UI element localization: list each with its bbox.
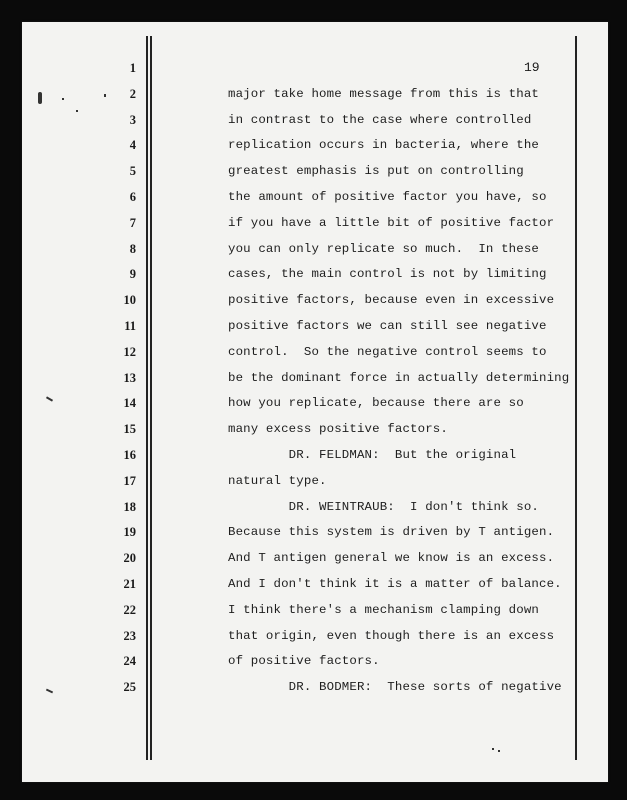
line-number: 8 [129, 241, 136, 256]
line-number: 23 [123, 628, 136, 643]
line-number: 24 [123, 654, 136, 669]
transcript-line: replication occurs in bacteria, where the [228, 138, 540, 153]
line-number: 16 [123, 448, 136, 462]
transcript-line: DR. FELDMAN: But the original [228, 448, 517, 462]
line-number: 10 [123, 293, 136, 308]
left-margin-rule-outer [146, 36, 148, 760]
transcript-line: positive factors, because even in excessive [228, 293, 555, 308]
left-margin-rule-inner [150, 36, 152, 760]
scan-speck [38, 92, 42, 104]
transcript-line: I think there's a mechanism clamping down [228, 602, 540, 617]
scan-speck [62, 98, 64, 100]
line-number: 17 [123, 473, 136, 488]
transcript-line: in contrast to the case where controlled [228, 112, 532, 127]
line-number: 12 [123, 344, 136, 359]
line-number: 1 [129, 61, 136, 75]
transcript-line: DR. WEINTRAUB: I don't think so. [228, 499, 540, 514]
page-number: 19 [524, 60, 540, 75]
transcript-line: And I don't think it is a matter of balance. [228, 577, 562, 591]
line-number: 2 [129, 86, 136, 101]
line-number: 14 [123, 396, 136, 411]
transcript-line: if you have a little bit of positive factor [228, 215, 555, 230]
line-number: 7 [129, 215, 136, 230]
transcript-line: major take home message from this is that [228, 86, 540, 101]
transcript-line: And T antigen general we know is an excess. [228, 551, 555, 566]
line-number: 13 [123, 370, 136, 385]
right-margin-rule [575, 36, 577, 760]
line-number: 15 [123, 422, 136, 437]
line-number: 9 [129, 267, 136, 282]
transcript-line: natural type. [228, 473, 327, 488]
line-number: 19 [123, 525, 136, 540]
transcript-line: positive factors we can still see negative [228, 319, 547, 333]
line-number: 11 [124, 319, 136, 333]
line-number: 18 [123, 499, 136, 514]
transcript-line: the amount of positive factor you have, so [228, 190, 547, 204]
line-number: 3 [129, 112, 136, 127]
transcript-line: you can only replicate so much. In these [228, 241, 540, 256]
transcript-line: how you replicate, because there are so [228, 396, 524, 411]
line-number: 25 [123, 680, 136, 695]
transcript-line: cases, the main control is not by limiting [228, 267, 547, 282]
transcript-line: of positive factors. [228, 654, 380, 669]
transcript-line: greatest emphasis is put on controlling [228, 164, 524, 179]
line-number: 22 [123, 602, 136, 617]
scan-speck [498, 750, 500, 752]
scan-speck [46, 689, 53, 694]
transcript-line: Because this system is driven by T antigen. [228, 525, 555, 540]
line-number: 5 [129, 164, 136, 179]
transcript-line: many excess positive factors. [228, 422, 448, 437]
scan-speck [76, 110, 78, 112]
transcript-page [22, 22, 608, 782]
transcript-line: control. So the negative control seems to [228, 344, 547, 359]
transcript-line: be the dominant force in actually determining [228, 370, 570, 385]
transcript-line: that origin, even though there is an excess [228, 628, 555, 643]
scan-speck [104, 94, 106, 97]
scan-speck [492, 748, 494, 750]
transcript-line: DR. BODMER: These sorts of negative [228, 680, 562, 695]
scan-speck [46, 396, 53, 401]
line-number: 20 [123, 551, 136, 566]
line-number: 6 [129, 190, 136, 204]
line-number: 4 [129, 138, 136, 153]
line-number: 21 [123, 577, 136, 591]
